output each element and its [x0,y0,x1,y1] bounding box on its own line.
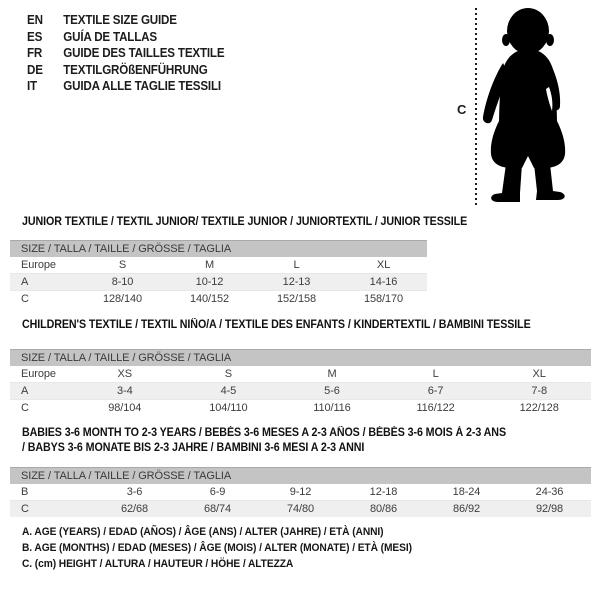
section-title-children: CHILDREN'S TEXTILE / TEXTIL NIÑO/A / TEXTILE DES ENFANTS / KINDERTEXTIL / BAMBINI TESSILE [22,319,531,331]
language-row [27,12,224,29]
row-label: A [21,385,29,397]
section-title-junior: JUNIOR TEXTILE / TEXTIL JUNIOR/ TEXTILE JUNIOR / JUNIORTEXTIL / JUNIOR TESSILE [22,216,468,228]
table-row [10,484,591,501]
row-label: C [21,293,29,305]
size-cell: 86/92 [452,503,481,515]
size-cell: XL [376,259,391,271]
size-cell: L [293,259,300,271]
size-table [10,484,591,517]
language-label: TEXTILE SIZE GUIDE [63,13,177,27]
size-cell: 122/128 [519,402,559,414]
row-label: C [21,402,29,414]
size-cell: M [204,259,215,271]
row-label: Europe [21,368,56,380]
size-table [10,366,591,416]
table-row [10,383,591,400]
footnote-c: C. (cm) HEIGHT / ALTURA / HAUTEUR / HÖHE / ALTEZZA [22,558,294,570]
size-cell: 5-6 [324,385,340,397]
row-label: Europe [21,259,56,271]
language-label: GUÍA DE TALLAS [63,29,157,44]
size-cell: 74/80 [286,503,315,515]
size-cell: 104/110 [209,402,248,414]
table-row [10,291,427,308]
size-cell: 12-13 [282,276,311,288]
size-cell: 3-6 [126,486,143,498]
table-row [10,366,591,383]
language-list [27,12,224,95]
language-code: FR [27,46,43,61]
size-cell: 10-12 [195,276,224,288]
table-row [10,257,427,274]
table-row [10,400,591,417]
baby-silhouette-icon [481,7,576,205]
size-cell: 7-8 [531,385,547,397]
language-code: EN [27,13,43,27]
size-cell: 110/116 [313,402,351,414]
size-cell: XS [117,368,133,380]
size-cell: 6-7 [427,385,444,397]
size-cell: 98/104 [108,402,142,414]
language-row [27,78,224,95]
language-row [27,45,224,62]
row-label: C [21,503,29,515]
size-cell: 158/170 [363,293,404,305]
row-label: A [21,276,29,288]
table-row [10,501,591,518]
size-cell: 80/86 [369,503,398,515]
size-cell: 62/68 [120,503,149,515]
language-label: TEXTILGRÖßENFÜHRUNG [63,62,208,77]
size-header-bar: SIZE / TALLA / TAILLE / GRÖSSE / TAGLIA [10,349,591,366]
height-marker-label: C [457,102,467,117]
size-header-bar: SIZE / TALLA / TAILLE / GRÖSSE / TAGLIA [10,467,591,484]
size-cell: 4-5 [220,385,237,397]
language-code: DE [27,62,43,77]
size-cell: 128/140 [102,293,143,305]
section-title-babies: BABIES 3-6 MONTH TO 2-3 YEARS / BEBÉS 3-6 MESES A 2-3 AÑOS / BÉBÉS 3-6 MOIS À 2-3 ANS / BABYS 3-6 MONATE BIS 2-3 JAHRE / BAMBINI 3-6 MESI A 2-3 ANNI [22,427,506,454]
table-row [10,274,427,291]
size-table-children [10,349,591,416]
size-cell: L [432,368,439,380]
size-cell: 3-4 [116,385,133,397]
size-table-babies [10,467,591,517]
size-cell: 14-16 [369,276,398,288]
size-cell: S [118,259,127,271]
size-header-bar: SIZE / TALLA / TAILLE / GRÖSSE / TAGLIA [10,240,427,257]
footnotes [22,524,412,572]
language-row [27,29,224,46]
size-cell: 6-9 [209,486,226,498]
language-label: GUIDE DES TAILLES TEXTILE [63,46,225,61]
size-cell: 12-18 [369,486,398,498]
size-cell: S [224,368,233,380]
size-cell: 18-24 [452,486,481,498]
size-cell: 140/152 [189,293,230,305]
footnote-b: B. AGE (MONTHS) / EDAD (MESES) / ÂGE (MOIS) / ALTER (MONATE) / ETÀ (MESI) [22,542,412,554]
language-code: ES [27,29,43,44]
size-cell: 92/98 [535,503,564,515]
size-cell: M [327,368,337,380]
size-cell: 24-36 [535,486,564,498]
footnote-a: A. AGE (YEARS) / EDAD (AÑOS) / ÂGE (ANS) / ALTER (JAHRE) / ETÀ (ANNI) [22,526,384,538]
size-cell: 152/158 [276,293,317,305]
language-code: IT [27,79,37,94]
language-row [27,62,224,79]
size-table [10,257,427,307]
size-cell: XL [532,368,546,380]
size-table-junior [10,240,427,307]
size-cell: 68/74 [203,503,232,515]
row-label: B [21,486,29,498]
height-dotted-line [475,8,477,206]
size-cell: 8-10 [111,276,134,288]
size-cell: 9-12 [289,486,312,498]
language-label: GUIDA ALLE TAGLIE TESSILI [63,79,221,94]
size-cell: 116/122 [416,402,455,414]
